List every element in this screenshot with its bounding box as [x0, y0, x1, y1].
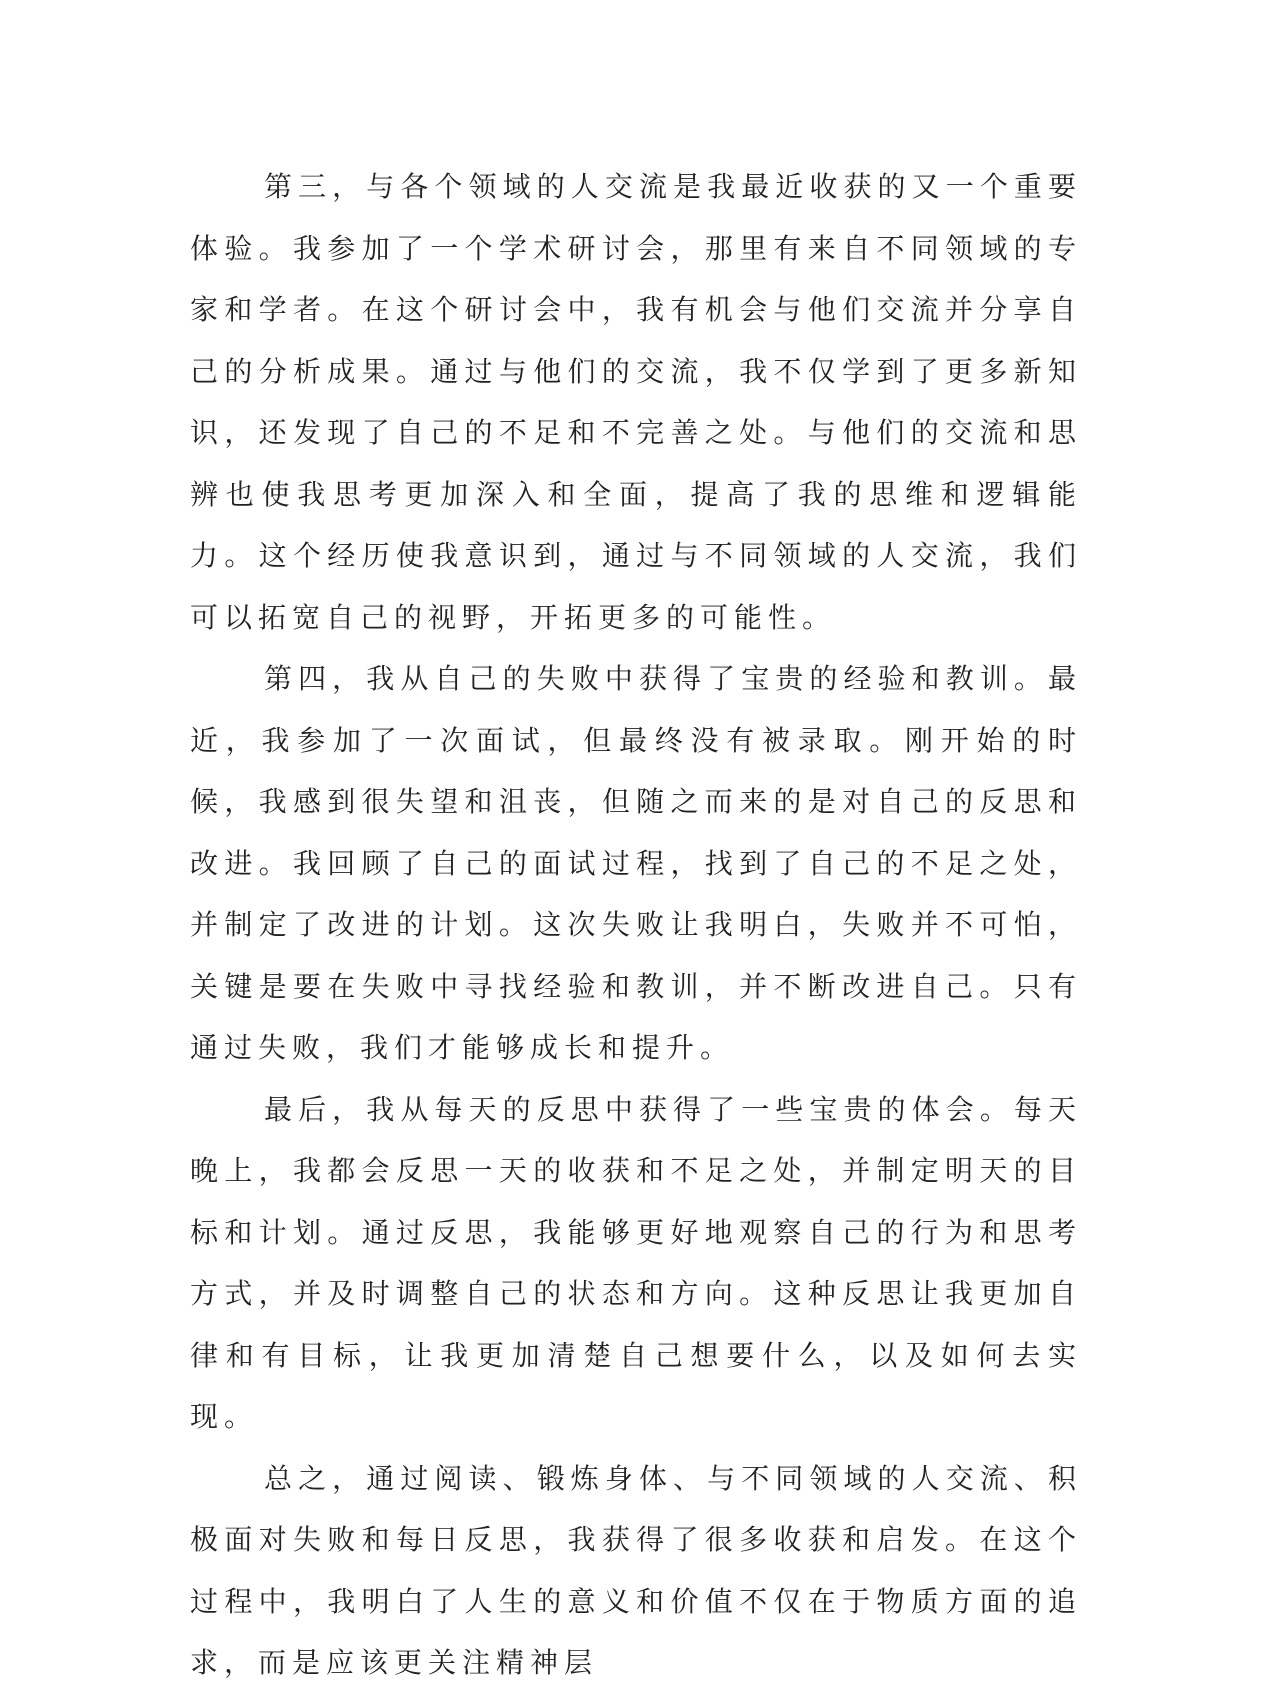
paragraph-conclusion: 总之，通过阅读、锻炼身体、与不同领域的人交流、积极面对失败和每日反思，我获得了很多收获和启发。在这个过程中，我明白了人生的意义和价值不仅在于物质方面的追求，而是应该更关注精神层	[190, 1461, 1082, 1679]
paragraph-third-point: 第三，与各个领域的人交流是我最近收获的又一个重要体验。我参加了一个学术研讨会，那里有来自不同领域的专家和学者。在这个研讨会中，我有机会与他们交流并分享自己的分析成果。通过与他们的交流，我不仅学到了更多新知识，还发现了自己的不足和不完善之处。与他们的交流和思辨也使我思考更加深入和全面，提高了我的思维和逻辑能力。这个经历使我意识到，通过与不同领域的人交流，我们可以拓宽自己的视野，开拓更多的可能性。	[190, 170, 1082, 634]
document-body	[190, 156, 1082, 1694]
paragraph-fourth-point: 第四，我从自己的失败中获得了宝贵的经验和教训。最近，我参加了一次面试，但最终没有被录取。刚开始的时候，我感到很失望和沮丧，但随之而来的是对自己的反思和改进。我回顾了自己的面试过程，找到了自己的不足之处，并制定了改进的计划。这次失败让我明白，失败并不可怕，关键是要在失败中寻找经验和教训，并不断改进自己。只有通过失败，我们才能够成长和提升。	[190, 662, 1082, 1064]
paragraph-finally: 最后，我从每天的反思中获得了一些宝贵的体会。每天晚上，我都会反思一天的收获和不足之处，并制定明天的目标和计划。通过反思，我能够更好地观察自己的行为和思考方式，并及时调整自己的状态和方向。这种反思让我更加自律和有目标，让我更加清楚自己想要什么，以及如何去实现。	[190, 1092, 1082, 1433]
